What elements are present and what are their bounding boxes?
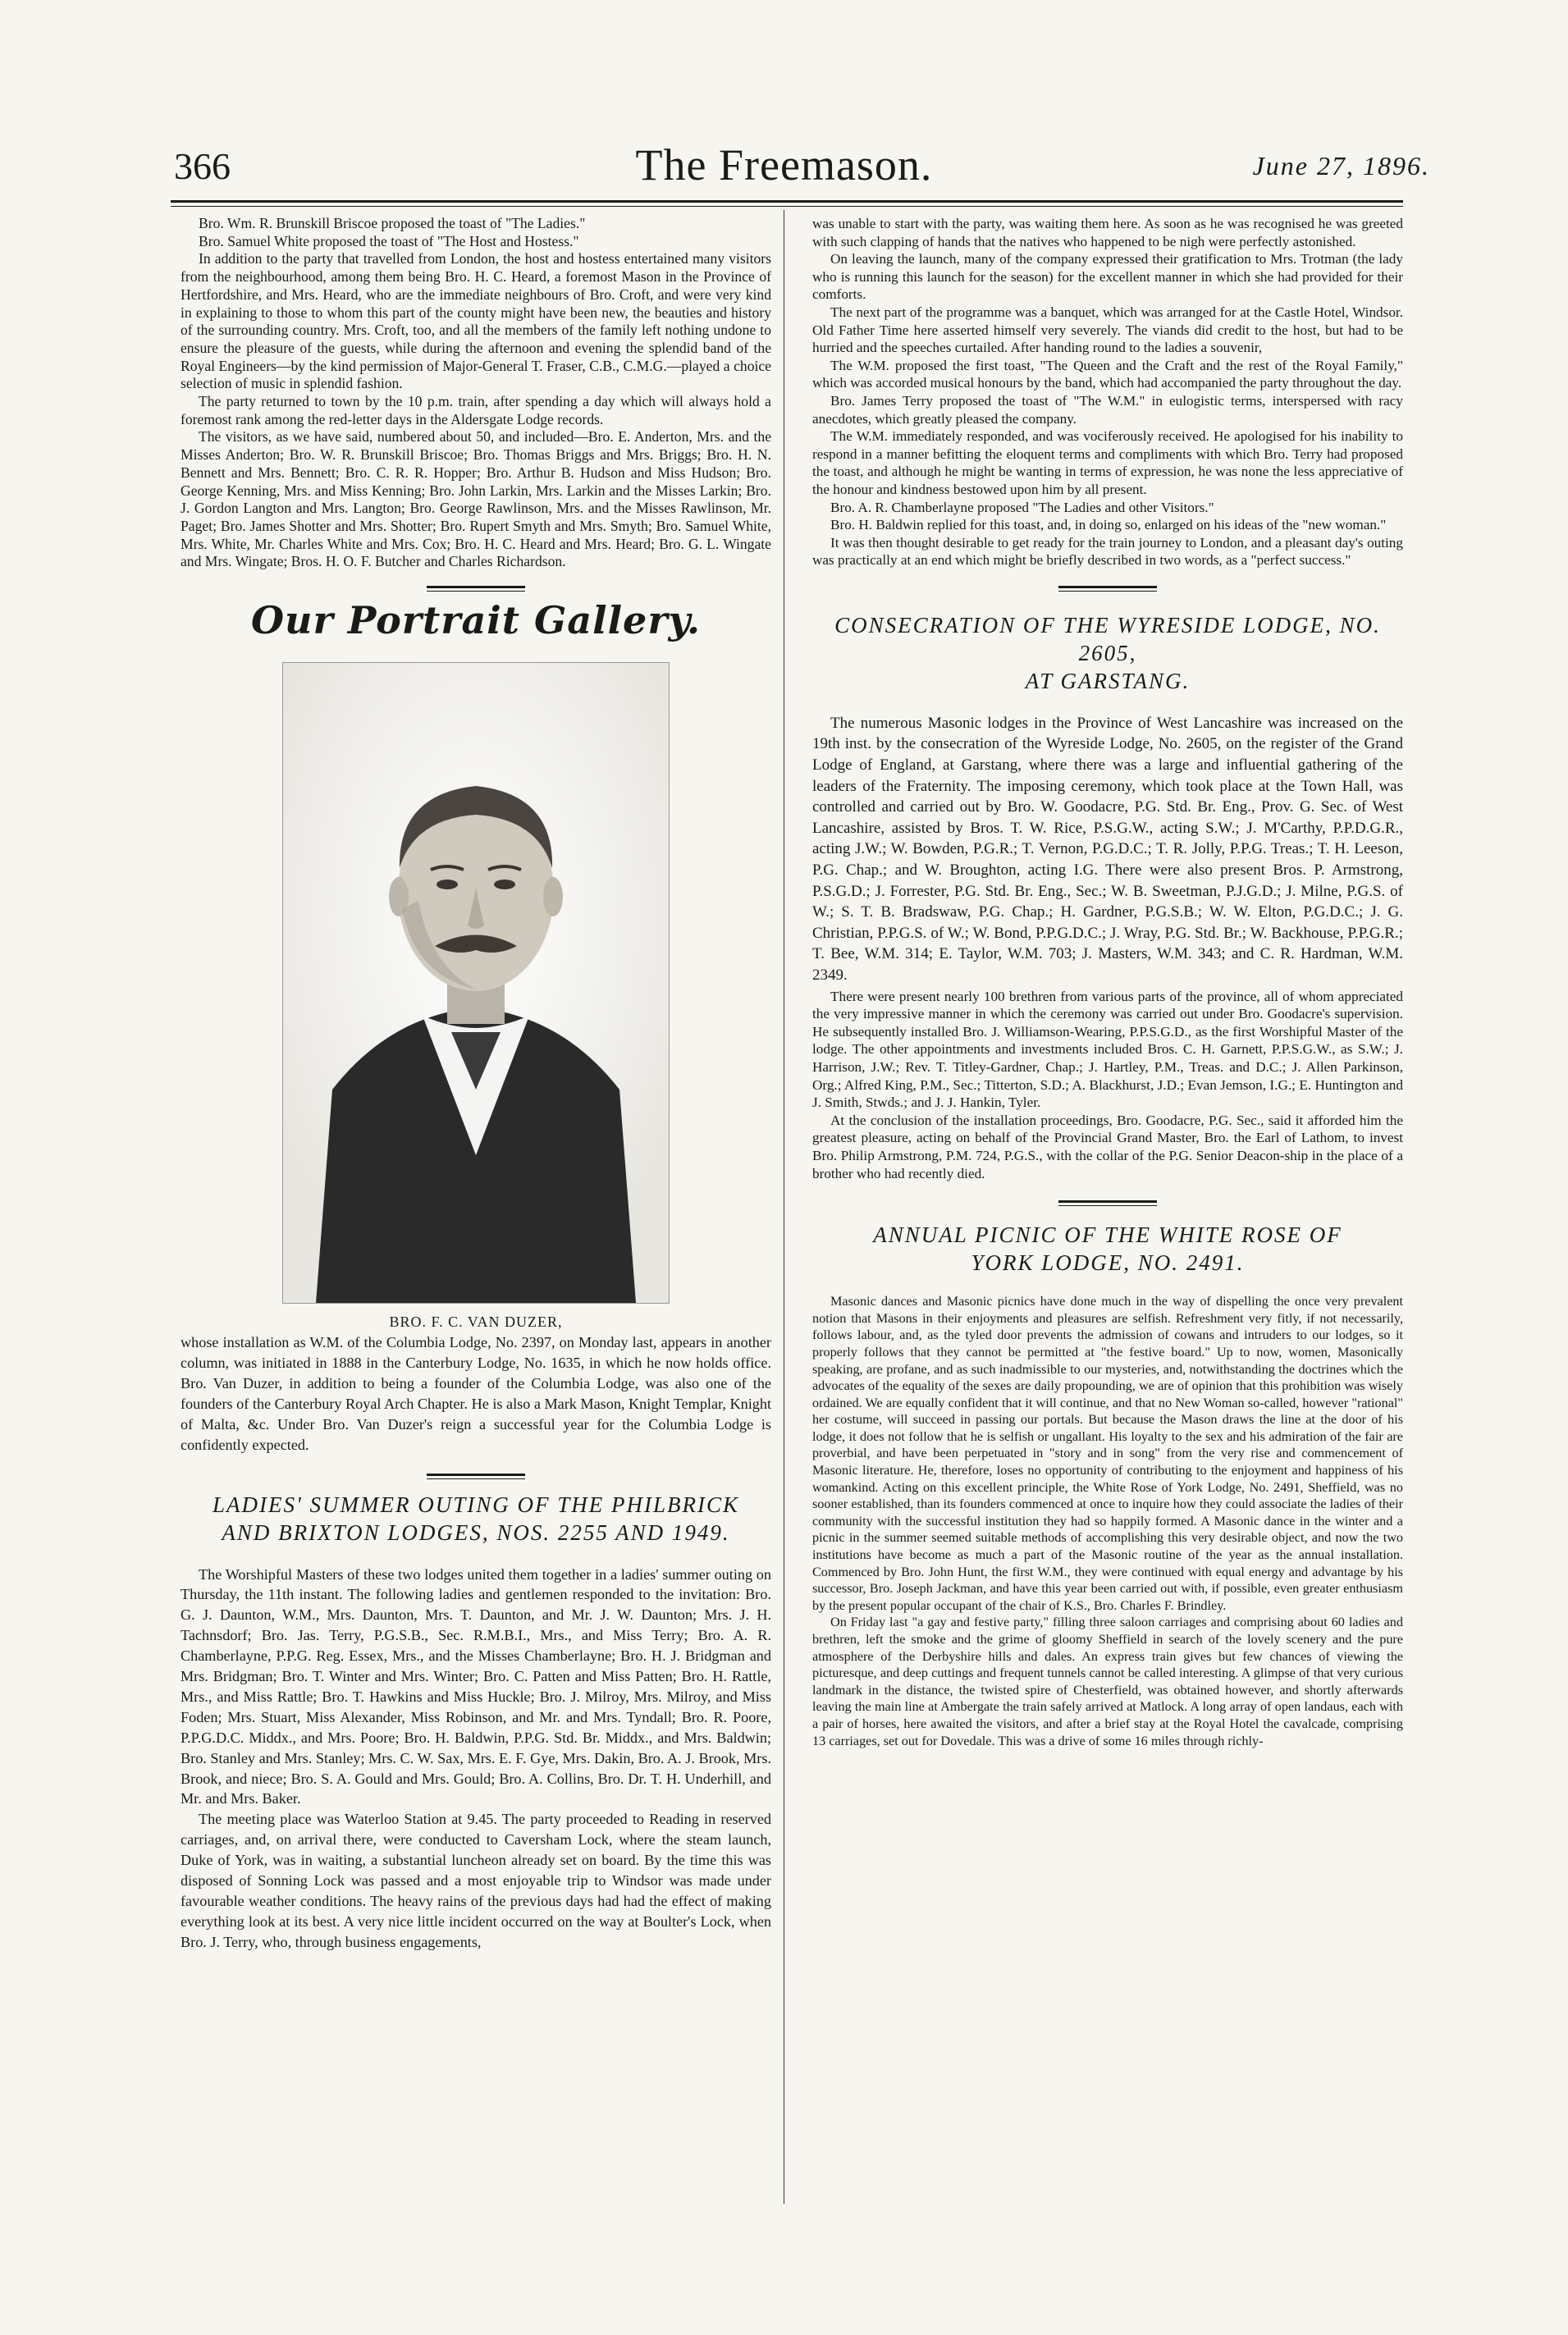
section-divider (812, 586, 1403, 592)
paragraph: Bro. Samuel White proposed the toast of "The Host and Hostess." (199, 232, 579, 249)
section-title: CONSECRATION OF THE WYRESIDE LODGE, NO. 2605, (834, 612, 1381, 665)
paragraph: On Friday last "a gay and festive party," filling three saloon carriages and comprising about 60 ladies and brethren, left the smoke and the grime of gloomy Sheffield in search of the lovely scenery and the pure atmosphere of the Derbyshire hills and dales. An express train gives but few chances of viewing the picturesque, and deep cuttings and frequent tunnels cannot be called interesting. A glimpse of that very curious landmark in the distance, the twisted spire of Chesterfield, was obtained however, and shortly afterwards leaving the main line at Ambergate the train safely arrived at Matlock. A long array of open landaus, each with a pair of horses, here awaited the visitors, and after a brief stay at the Royal Hotel the cavalcade, comprising 13 carriages, set out for Dovedale. This was a drive of some 16 miles through richly- (812, 1615, 1403, 1748)
portrait-illustration (283, 663, 669, 1303)
issue-date: June 27, 1896. (1252, 151, 1430, 180)
paragraph: The party returned to town by the 10 p.m. train, after spending a day which will always hold a foremost rank among the red-letter days in the Aldersgate Lodge records. (181, 393, 771, 427)
paragraph: The next part of the programme was a banquet, which was arranged for at the Castle Hotel, Windsor. Old Father Time here asserted himself very severely. The viands did credit to the host, but had to be hurried and the speeches curtailed. After handing round to the ladies a souvenir, (812, 304, 1403, 356)
paragraph: The Worshipful Masters of these two lodges united them together in a ladies' summer outing on Thursday, the 11th instant. The following ladies and gentlemen responded to the invitation: Bro. G. J. Daunton, W.M., Mrs. Daunton, Mrs. T. Daunton, and Mr. J. W. Daunton; Mrs. J. H. Tachnsdorf; Bro. Jas. Terry, P.G.S.B., Sec. R.M.B.I., Mrs., and Miss Terry; Bro. A. R. Chamberlayne, P.P.G. Reg. Essex, Mrs., and the Misses Chamberlayne; Bro. H. J. Bridgman and Mrs. Bridgman; Bro. T. Winter and Mrs. Winter; Bro. C. Patten and Miss Patten; Bro. H. Rattle, Mrs., and Miss Rattle; Bro. T. Hawkins and Miss Huckle; Bro. J. Milroy, Mrs. Milroy, and Miss Foden; Mrs. Stuart, Miss Alexander, Miss Robinson, and Mr. and Mrs. Tyndall; Bro. R. Poore, P.P.G.D.C. Middx., and Mrs. Poore; Bro. H. Baldwin, P.P.G. Std. Br. Middx., and Mrs. Baldwin; Bro. Stanley and Mrs. Stanley; Mrs. C. W. Sax, Mrs. E. F. Gye, Mrs. Dakin, Bro. A. J. Brook, Mrs. Brook, and niece; Bro. S. A. Gould and Mrs. Gould; Bro. A. Collins, Bro. Dr. T. H. Underhill, and Mr. and Mrs. Baker. (181, 1565, 771, 1807)
section-title: AT GARSTANG. (1025, 668, 1191, 693)
paragraph: In addition to the party that travelled from London, the host and hostess entertained many visitors from the neighbourhood, among them being Bro. H. C. Heard, a foremost Mason in the Province of Hertfordshire, and Mrs. Heard, who are the immediate neighbours of Bro. Croft, and were very kind in explaining to those to whom this part of the county might have been new, the beauties and history of the surrounding country. Mrs. Croft, too, and all the members of the family left nothing undone to ensure the pleasure of the guests, while during the afternoon and evening the splendid band of the Royal Engineers—by the kind permission of Major-General T. Fraser, C.B., C.M.G.—played a choice selection of music in splendid fashion. (181, 250, 771, 392)
paragraph: Masonic dances and Masonic picnics have done much in the way of dispelling the once very prevalent notion that Masons in their enjoyments and pleasures are selfish. Refreshment very fitly, if not necessarily, follows labour, and, as the tyled door prevents the admission of cowans and intruders to our lodges, so it properly follows that they cannot be permitted at "the festive board." Up to now, women, Masonically speaking, are profane, and as such inadmissible to our mysteries, and, notwithstanding the doctrines which the advocates of the equality of the sexes are daily propounding, we are of opinion that this prohibition was wisely ordained. We are equally confident that it will continue, and that no New Woman so-called, however "rational" her costume, will succeed in passing our portals. But because the Mason draws the line at the door of his lodge, it does not follow that he is selfish or ungallant. His loyalty to the sex and his admiration of the fair are proverbial, and have been perpetuated in "story and in song" from the very rise and commencement of Masonic literature. He, therefore, loses no opportunity of contributing to the enjoyment and happiness of his womankind. Acting on this excellent principle, the White Rose of York Lodge, No. 2491, Sheffield, was no sooner established, than its founders commenced at once to inquire how they could associate the ladies of their community with the successful institution they had so happily formed. A Masonic dance in the winter and a picnic in the summer seemed suitable methods of accomplishing this very desirable object, and now the two institutions have become as much a part of the Masonic routine of the year as the annual installation. Commenced by Bro. John Hunt, the first W.M., they were continued with equal energy and advantage by his successor, Bro. Joseph Jackman, and have this year been carried out with, if possible, even greater enthusiasm by the present popular occupant of the chair of K.S., Bro. Charles F. Brindley. (812, 1294, 1403, 1613)
portrait-image (282, 662, 670, 1304)
section-title: ANNUAL PICNIC OF THE WHITE ROSE OF (873, 1222, 1342, 1248)
paragraph: On leaving the launch, many of the company expressed their gratification to Mrs. Trotman (the lady who is running this launch for the season) for the excellent manner in which she had provided for their comforts. (812, 251, 1403, 303)
header-rule (171, 200, 1403, 203)
white-rose-section (812, 1221, 1403, 1749)
paragraph: There were present nearly 100 brethren from various parts of the province, all of whom appreciated the very impressive manner in which the ceremony was carried out under Bro. Goodacre's supervision. He subsequently installed Bro. J. Williamson-Wearing, P.P.S.G.D., as the first Worshipful Master of the lodge. The other appointments and investments included Bros. C. H. Garnett, P.P.S.G.W., as S.W.; J. Harrison, J.W.; Rev. T. Titley-Gardner, Chap.; J. Hartley, P.M., Treas. and D.C.; J. Allen Parkinson, Org.; Alfred King, P.M., Sec.; Titterton, S.D.; A. Blackhurst, J.D.; Evan Jemson, I.G.; E. Huntington and J. Smith, Stwds.; and J. J. Hankin, Tyler. (812, 988, 1403, 1111)
section-title: AND BRIXTON LODGES, NOS. 2255 AND 1949. (222, 1519, 730, 1545)
article-body (181, 1565, 771, 1953)
paragraph: Bro. H. Baldwin replied for this toast, and, in doing so, enlarged on his ideas of the "new woman." (830, 517, 1387, 533)
ladies-outing-section (181, 1491, 771, 1953)
section-title: YORK LODGE, NO. 2491. (971, 1250, 1245, 1276)
portrait-section (181, 662, 771, 1455)
paragraph: The numerous Masonic lodges in the Province of West Lancashire was increased on the 19th inst. by the consecration of the Wyreside Lodge, No. 2605, on the register of the Grand Lodge of England, at Garstang, where there was a large and influential gathering of the leaders of the Fraternity. The imposing ceremony, which took place at the Town Hall, was controlled and carried out by Bro. W. Goodacre, P.G. Std. Br. Eng., Prov. G. Sec. of West Lancashire, assisted by Bros. T. W. Rice, P.S.G.W., acting S.W.; J. M'Carthy, P.P.D.G.R., acting J.W.; W. Bowden, P.G.R.; T. Vernon, P.G.D.C.; T. R. Jolly, P.P.G. Treas.; T. H. Leeson, P.G. Chap.; and W. Broughton, acting I.G. There were also present Bros. P. Armstrong, P.S.G.D.; J. Forrester, P.G. Std. Br. Eng., Sec.; W. B. Sweetman, P.J.G.D.; J. Milne, P.G.S. of W.; S. T. B. Bradswaw, P.G. Chap.; H. Gardner, P.G.S.B.; W. W. Elton, P.G.D.C.; J. G. Christian, P.P.G.S. of W.; W. Bond, P.P.G.D.C.; J. Wray, P.G. Std. Br.; W. Backhouse, P.P.G.R.; T. Bee, W.M. 314; E. Taylor, W.M. 703; J. Masters, W.M. 343; and C. R. Hardman, W.M. 2349. (812, 714, 1403, 984)
section-divider (181, 1474, 771, 1479)
aldersgate-continuation (181, 215, 771, 571)
article-body (812, 713, 1403, 986)
right-column (812, 215, 1403, 1749)
left-column (181, 215, 771, 1953)
paragraph: The visitors, as we have said, numbered about 50, and included—Bro. E. Anderton, Mrs. and the Misses Anderton; Bro. W. R. Brunskill Briscoe; Bro. Thomas Briggs and Mrs. Briggs; Bro. H. N. Bennett and Mrs. Bennett; Bro. C. R. R. Hopper; Bro. Arthur B. Hudson and Miss Hudson; Bro. George Kenning, Mrs. and Miss Kenning; Bro. John Larkin, Mrs. Larkin and the Misses Larkin; Bro. J. Gordon Langton and Mrs. Langton; Bro. George Rawlinson, Mrs. and the Misses Rawlinson, Mr. Paget; Bro. James Shotter and Mrs. Shotter; Bro. Rupert Smyth and Mrs. Smyth; Bro. Samuel White, Mrs. White, Mr. Charles White and Mrs. Cox; Bro. H. C. Heard and Mrs. Heard; Bro. G. L. Wingate and Mrs. Wingate; Bros. H. O. F. Butcher and Charles Richardson. (181, 428, 771, 570)
masthead: The Freemason. (635, 140, 933, 190)
outing-continuation (812, 215, 1403, 569)
paragraph: The W.M. immediately responded, and was vociferously received. He apologised for his inability to respond in a manner befitting the eloquent terms and compliments with which Bro. Terry had proposed the toast, and although he might be wanting in terms of expression, he was none the less appreciative of the honour and kindness bestowed upon him by all present. (812, 428, 1403, 497)
section-divider (812, 1200, 1403, 1206)
page-number: 366 (174, 145, 231, 187)
portrait-caption: BRO. F. C. VAN DUZER, (389, 1314, 563, 1331)
paragraph: It was then thought desirable to get ready for the train journey to London, and a pleasant day's outing was practically at an end which might be briefly described in two words, as a "perfect success." (812, 534, 1403, 569)
consecration-section (812, 611, 1403, 1182)
section-title: LADIES' SUMMER OUTING OF THE PHILBRICK (213, 1492, 739, 1517)
paragraph: Bro. A. R. Chamberlayne proposed "The Ladies and other Visitors." (830, 499, 1214, 515)
article-body-small (812, 988, 1403, 1183)
paragraph: At the conclusion of the installation proceedings, Bro. Goodacre, P.G. Sec., said it afforded him the greatest pleasure, acting on behalf of the Provincial Grand Master, Bro. the Earl of Lathom, to invest Bro. Philip Armstrong, P.M. 724, P.G.S., with the collar of the P.G. Senior Deacon-ship in the place of a brother who had recently died. (812, 1112, 1403, 1181)
article-body (812, 1293, 1403, 1749)
portrait-gallery-title: Our Portrait Gallery. (250, 598, 702, 643)
portrait-bio (181, 1332, 771, 1455)
paragraph: The W.M. proposed the first toast, "The Queen and the Craft and the rest of the Royal Family," which was accorded musical honours by the band, which had accompanied the party throughout the day. (812, 357, 1403, 391)
paragraph: was unable to start with the party, was waiting them here. As soon as he was recognised he was greeted with such clapping of hands that the natives who happened to be nigh were perfectly astonished. (812, 216, 1403, 249)
paragraph: The meeting place was Waterloo Station at 9.45. The party proceeded to Reading in reserved carriages, and, on arrival there, were conducted to Caversham Lock, where the steam launch, Duke of York, was in waiting, a substantial luncheon already set on board. By the time this was disposed of Sonning Lock was passed and a most enjoyable trip to Windsor was made under favourable weather conditions. The heavy rains of the previous days had had the effect of making everything look at its best. A very nice little incident occurred on the way at Boulter's Lock, when Bro. J. Terry, who, through business engagements, (181, 1811, 771, 1950)
paragraph: whose installation as W.M. of the Columbia Lodge, No. 2397, on Monday last, appears in another column, was initiated in 1888 in the Canterbury Lodge, No. 1635, in which he now holds office. Bro. Van Duzer, in addition to being a founder of the Columbia Lodge, was also one of the founders of the Canterbury Royal Arch Chapter. He is also a Mark Mason, Knight Templar, Knight of Malta, &c. Under Bro. Van Duzer's reign a successful year for the Columbia Lodge is confidently expected. (181, 1334, 771, 1453)
section-divider (181, 586, 771, 592)
paragraph: Bro. Wm. R. Brunskill Briscoe proposed the toast of "The Ladies." (199, 215, 586, 231)
header-rule-thin (171, 206, 1403, 207)
paragraph: Bro. James Terry proposed the toast of "The W.M." in eulogistic terms, interspersed with racy anecdotes, which greatly pleased the company. (812, 392, 1403, 427)
